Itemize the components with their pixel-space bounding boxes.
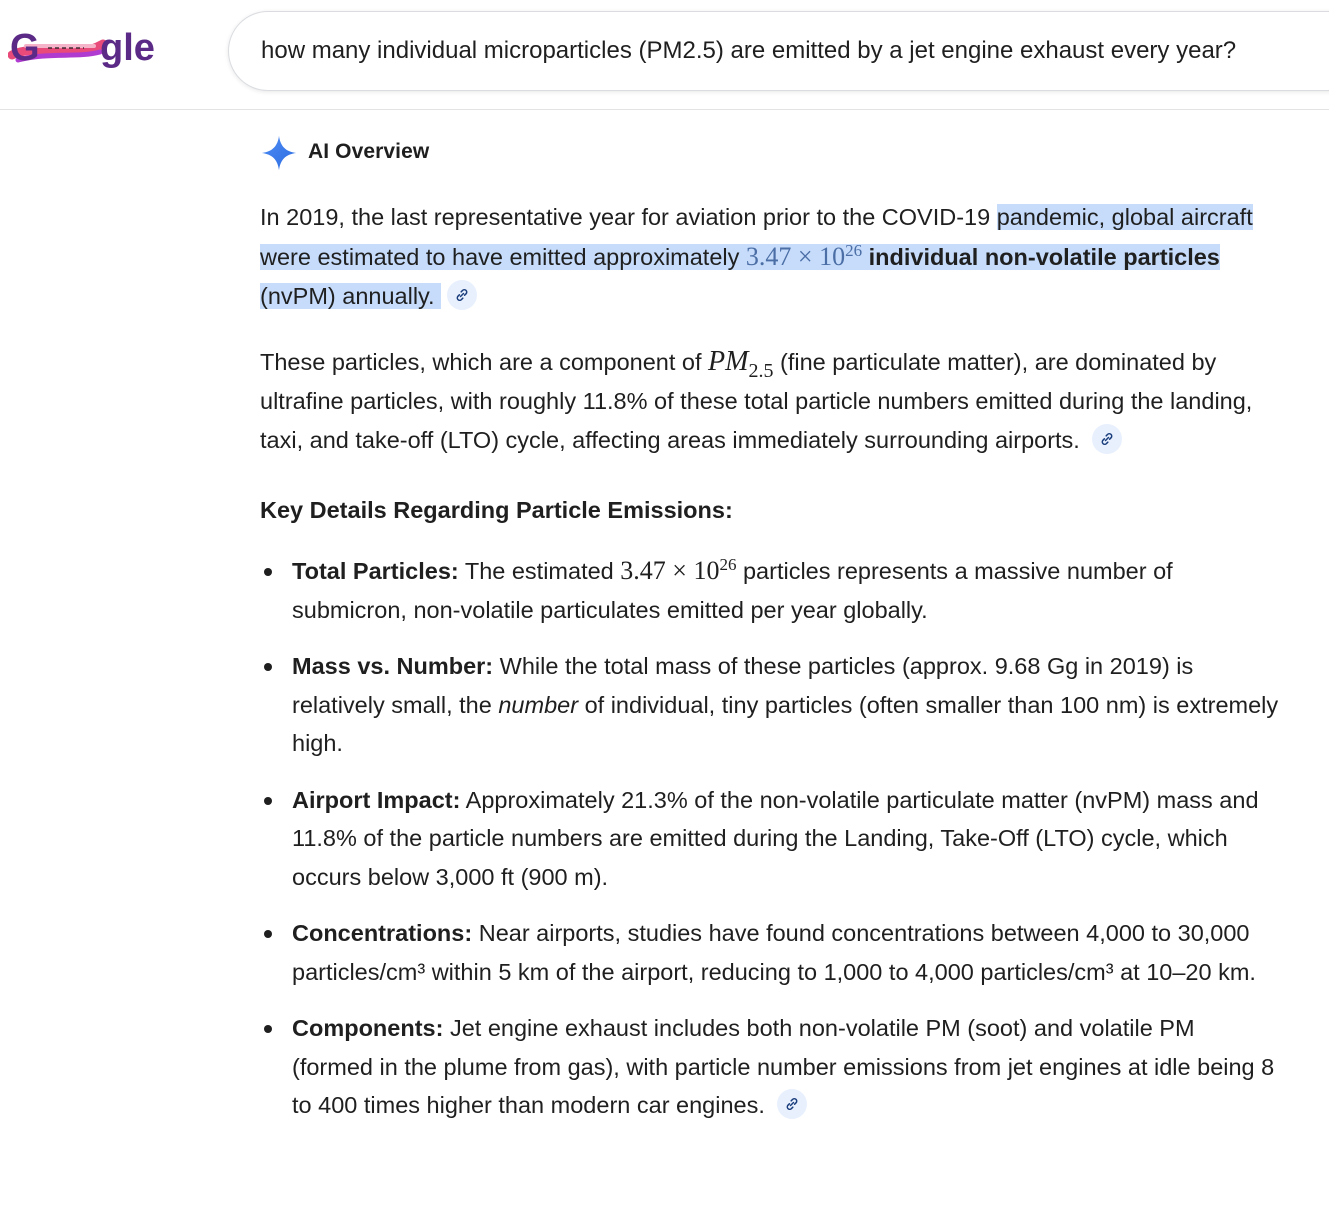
particle-count-exponent: 26 xyxy=(719,555,737,574)
p1-highlight-tail: (nvPM) annually. xyxy=(260,283,442,309)
pm25-math xyxy=(708,346,774,382)
bullet-text: of individual, tiny particles (often smaller than 100 nm) is extremely high. xyxy=(292,691,1279,756)
list-item xyxy=(260,552,1280,629)
pm-base: PM xyxy=(708,346,749,377)
section-title: Key Details Regarding Particle Emissions: xyxy=(260,497,733,523)
list-item xyxy=(260,1009,1280,1125)
search-input[interactable] xyxy=(261,34,1329,68)
particle-count-math xyxy=(620,556,736,585)
ai-spark-icon xyxy=(260,134,298,172)
overview-paragraph-1 xyxy=(260,198,1280,316)
bullet-text: Approximately 21.3% of the non-volatile particulate matter (nvPM) mass and 11.8% of the particle numbers are emitted during the Landing, Take-Off (LTO) cycle, which occurs below 3,000 ft (900 m). xyxy=(292,786,1259,890)
p1-bold-text: individual non-volatile particles xyxy=(868,244,1220,270)
bullet-title: Mass vs. Number: xyxy=(292,653,494,679)
link-icon xyxy=(1099,431,1115,447)
p1-highlight-text: pandemic, global aircraft were estimated to have emitted approximately xyxy=(260,204,1253,270)
pm-subscript: 2.5 xyxy=(748,360,774,382)
search-header xyxy=(0,0,1329,110)
bullet-dot xyxy=(264,930,272,938)
list-item xyxy=(260,647,1280,763)
svg-text:G: G xyxy=(10,27,40,69)
svg-text:gle: gle xyxy=(100,27,155,69)
bullet-title: Concentrations: xyxy=(292,920,473,946)
overview-paragraph-2 xyxy=(260,342,1280,460)
ai-overview-label: AI Overview xyxy=(308,140,430,163)
bullet-text: The estimated xyxy=(458,558,621,584)
link-icon xyxy=(454,287,470,303)
google-doodle-logo[interactable] xyxy=(8,22,158,72)
bullet-title: Total Particles: xyxy=(292,558,459,584)
list-item xyxy=(260,914,1280,991)
ai-overview-header xyxy=(260,126,1280,182)
bullet-emphasis: number xyxy=(498,691,579,718)
bullet-dot xyxy=(264,663,272,671)
bullet-text: Jet engine exhaust includes both non-volatile PM (soot) and volatile PM (formed in the plume from gas), with particle number emissions from jet engines at idle being 8 to 400 times higher than modern car engines. xyxy=(292,1015,1275,1118)
particle-count-exponent: 26 xyxy=(845,241,863,260)
bullet-title: Airport Impact: xyxy=(292,786,461,813)
list-item xyxy=(260,781,1280,897)
bullet-text: While the total mass of these particles (approx. 9.68 Gg in 2019) is relatively small, the xyxy=(292,653,1194,718)
link-icon xyxy=(784,1096,800,1112)
bullet-dot xyxy=(264,797,272,805)
p1-text: In 2019, the last representative year for aviation prior to the COVID-19 xyxy=(260,204,997,230)
source-link-button[interactable] xyxy=(1092,424,1122,454)
source-link-button[interactable] xyxy=(447,280,477,310)
particle-count-base: 3.47 × 10 xyxy=(620,556,720,585)
search-box[interactable] xyxy=(228,11,1329,91)
p2-text-2: (fine particulate matter), are dominated by ultrafine particles, with roughly 11.8% of these total particle numbers emitted during the landing, taxi, and take-off (LTO) cycle, affecting areas immediately surrounding airports. xyxy=(260,349,1253,453)
bullet-dot xyxy=(264,1025,272,1033)
p2-text: These particles, which are a component of xyxy=(260,349,709,375)
bullet-text: Near airports, studies have found concentrations between 4,000 to 30,000 particles/cm³ within 5 km of the airport, reducing to 1,000 to 4,000 particles/cm³ at 10–20 km. xyxy=(292,920,1256,985)
bullet-text: particles represents a massive number of submicron, non-volatile particulates emitted per year globally. xyxy=(292,558,1173,623)
bullet-dot xyxy=(264,568,272,576)
ai-overview-panel xyxy=(260,126,1280,1143)
particle-count-base: 3.47 × 10 xyxy=(745,242,846,271)
bullet-title: Components: xyxy=(292,1015,444,1041)
key-details-list xyxy=(260,552,1280,1125)
particle-count-math xyxy=(746,242,862,271)
source-link-button[interactable] xyxy=(777,1089,807,1119)
